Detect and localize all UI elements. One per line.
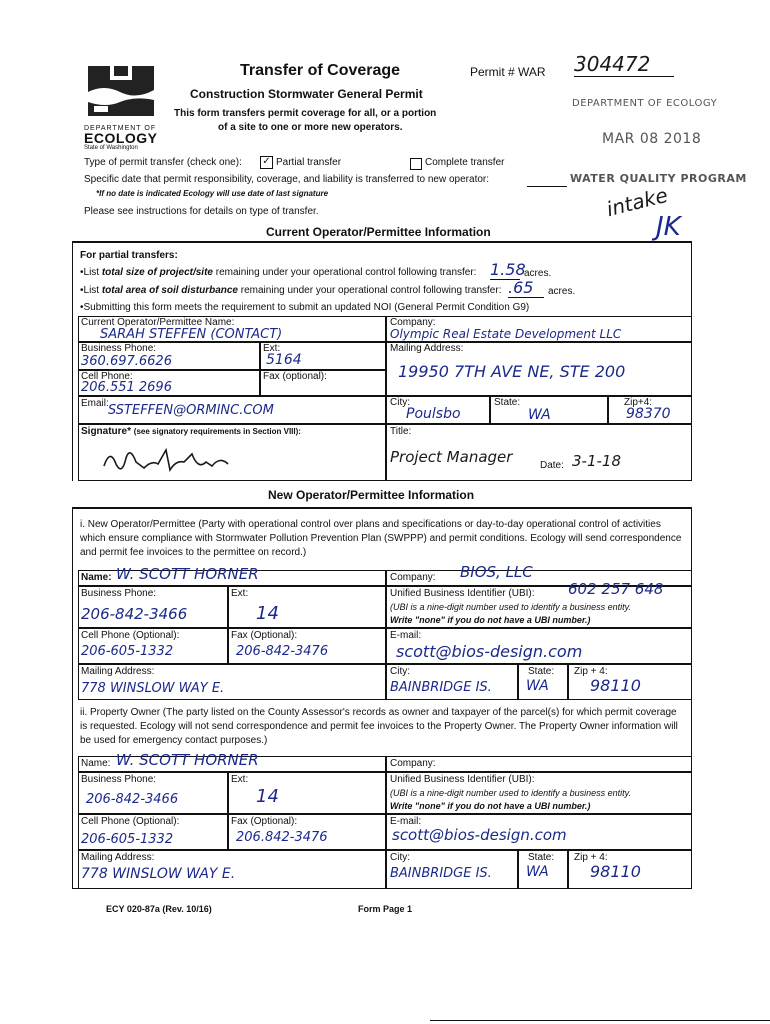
cur-ext-label: Ext: <box>263 343 281 354</box>
new-ubi-label: Unified Business Identifier (UBI): <box>390 588 535 599</box>
bullet-noi: •Submitting this form meets the requirement to submit an updated NOI (General Permit Condition G9) <box>80 302 530 313</box>
cur-zip-label: Zip+4: <box>624 397 653 408</box>
own-ext-cell[interactable] <box>228 772 386 814</box>
new-bphone-label: Business Phone: <box>81 588 157 599</box>
new-section-heading: New Operator/Permittee Information <box>268 488 475 502</box>
specific-date-label: Specific date that permit responsibility, coverage, and liability is transferred to new operator: <box>84 174 490 185</box>
own-bphone-label: Business Phone: <box>81 774 157 785</box>
soil-area-unit: acres. <box>548 286 576 297</box>
cur-mail-value: 19950 7TH AVE NE, STE 200 <box>398 362 626 381</box>
instructions-text: Please see instructions for details on type of transfer. <box>84 206 319 217</box>
form-page: Form Page 1 <box>358 904 413 914</box>
bullet-site-size: •List total size of project/site remaining under your operational control following transfer: <box>80 267 477 278</box>
stamp-dept: DEPARTMENT OF ECOLOGY <box>572 98 718 109</box>
partial-transfer-label: Partial transfer <box>276 157 342 168</box>
new-ext-label: Ext: <box>231 588 249 599</box>
cur-city-value: Poulsbo <box>406 406 461 422</box>
own-state-value: WA <box>526 864 549 880</box>
cur-cell-value: 206.551 2696 <box>81 380 172 395</box>
complete-transfer-checkbox[interactable] <box>410 158 422 170</box>
cur-state-label: State: <box>494 397 521 408</box>
stamp-date: MAR 08 2018 <box>602 131 702 147</box>
new-zip-label: Zip + 4: <box>574 666 608 677</box>
cur-date-value: 3-1-18 <box>572 452 621 470</box>
new-cell-value: 206-605-1332 <box>81 644 174 659</box>
new-company-value: BIOS, LLC <box>460 563 533 581</box>
specific-date-line[interactable] <box>527 186 567 187</box>
logo-name-text: ECOLOGY <box>84 130 158 146</box>
stamp-program: WATER QUALITY PROGRAM <box>570 172 747 185</box>
own-ubi-label: Unified Business Identifier (UBI): <box>390 774 535 785</box>
cur-signature-label: Signature* (see signatory requirements in Section VIII): <box>81 426 301 437</box>
own-bphone-value: 206-842-3466 <box>86 792 179 807</box>
cur-name-value: SARAH STEFFEN (CONTACT) <box>100 327 283 342</box>
form-title: Transfer of Coverage <box>240 62 401 79</box>
cur-name-label: Current Operator/Permittee Name: <box>81 317 235 328</box>
new-op-intro: i. New Operator/Permittee (Party with operational control over plans and specifications or day-to-day operational control of activities which ensure compliance with Stormwater Pollution Prevention Plan (SWPPP) and permit conditions. Ecology will send correspondence and permit fee invoices to the permittee on record.) <box>80 519 682 558</box>
new-ext-value: 14 <box>256 603 279 624</box>
own-city-value: BAINBRIDGE IS. <box>390 866 492 881</box>
cur-cell-label: Cell Phone: <box>81 371 133 382</box>
own-city-label: City: <box>390 852 410 863</box>
signature-scribble-icon <box>100 440 250 478</box>
ecology-logo <box>84 60 158 151</box>
logo-dept-text: DEPARTMENT OF <box>84 125 157 132</box>
site-size-value: 1.58 <box>490 260 526 279</box>
new-city-value: BAINBRIDGE IS. <box>390 680 492 695</box>
cur-date-label: Date: <box>540 460 564 471</box>
complete-transfer-label: Complete transfer <box>425 157 505 168</box>
new-city-label: City: <box>390 666 410 677</box>
soil-area-value: .65 <box>508 278 544 298</box>
logo-mark-icon <box>84 60 158 120</box>
new-state-label: State: <box>528 666 555 677</box>
cur-bphone-label: Business Phone: <box>81 343 157 354</box>
new-ubi-value: 602 257 648 <box>568 580 664 598</box>
cur-bphone-value: 360.697.6626 <box>81 354 172 369</box>
new-name-label: Name: <box>81 572 112 583</box>
own-name-value: W. SCOTT HORNER <box>116 751 259 769</box>
new-email-value: scott@bios-design.com <box>396 642 583 661</box>
new-mail-label: Mailing Address: <box>81 666 155 677</box>
own-mail-label: Mailing Address: <box>81 852 155 863</box>
cur-zip-value: 98370 <box>626 406 671 422</box>
form-subtitle: Construction Stormwater General Permit <box>190 87 423 101</box>
permit-number: 304472 <box>574 52 674 77</box>
own-ext-value: 14 <box>256 786 279 807</box>
new-ext-cell[interactable] <box>228 586 386 628</box>
stamp-initials: JK <box>656 212 681 242</box>
own-fax-value: 206.842-3476 <box>236 830 328 845</box>
bullet-soil-area: •List total area of soil disturbance remaining under your operational control following transfer: <box>80 285 502 296</box>
partial-heading: For partial transfers: <box>80 250 178 261</box>
own-email-value: scott@bios-design.com <box>392 826 567 844</box>
new-ubi-note1: (UBI is a nine-digit number used to identify a business entity. <box>390 602 631 612</box>
form-id: ECY 020-87a (Rev. 10/16) <box>106 904 212 914</box>
own-company-label: Company: <box>390 758 436 769</box>
own-cell-label: Cell Phone (Optional): <box>81 816 180 827</box>
cur-state-value: WA <box>528 407 551 423</box>
cur-company-value: Olympic Real Estate Development LLC <box>390 327 622 341</box>
stamp-intake: intake <box>604 182 671 222</box>
cur-email-label: Email: <box>81 398 109 409</box>
cur-company-label: Company: <box>390 317 436 328</box>
new-ubi-note2: Write "none" if you do not have a UBI number.) <box>390 615 591 625</box>
own-cell-value: 206-605-1332 <box>81 832 174 847</box>
partial-transfer-checkbox[interactable]: ✓ <box>260 156 273 169</box>
own-ext-label: Ext: <box>231 774 249 785</box>
logo-state-text: State of Washington <box>84 145 138 151</box>
own-mail-value: 778 WINSLOW WAY E. <box>81 866 236 882</box>
new-state-value: WA <box>526 678 549 694</box>
permit-label: Permit # WAR <box>470 65 546 79</box>
new-email-label: E-mail: <box>390 630 422 641</box>
cur-ext-value: 5164 <box>266 352 302 368</box>
own-zip-value: 98110 <box>590 862 641 881</box>
own-state-label: State: <box>528 852 555 863</box>
new-company-label: Company: <box>390 572 436 583</box>
cur-title-label: Title: <box>390 426 412 437</box>
cur-mail-label: Mailing Address: <box>390 343 464 354</box>
own-zip-label: Zip + 4: <box>574 852 608 863</box>
new-bphone-value: 206-842-3466 <box>81 605 188 623</box>
new-zip-value: 98110 <box>590 676 641 695</box>
new-fax-label: Fax (Optional): <box>231 630 298 641</box>
form-desc-line1: This form transfers permit coverage for all, or a portion <box>174 108 437 119</box>
site-size-unit: acres. <box>524 268 552 279</box>
new-cell-label: Cell Phone (Optional): <box>81 630 180 641</box>
own-name-label: Name: <box>81 758 111 769</box>
own-email-label: E-mail: <box>390 816 422 827</box>
cur-title-value: Project Manager <box>390 448 513 466</box>
own-ubi-note1: (UBI is a nine-digit number used to identify a business entity. <box>390 788 631 798</box>
cur-fax-label: Fax (optional): <box>263 371 327 382</box>
form-desc-line2: of a site to one or more new operators. <box>218 122 403 133</box>
specific-date-note: *If no date is indicated Ecology will use date of last signature <box>96 189 329 198</box>
bottom-rule <box>430 1020 770 1021</box>
new-mail-value: 778 WINSLOW WAY E. <box>81 681 225 696</box>
cur-city-label: City: <box>390 397 410 408</box>
owner-intro: ii. Property Owner (The party listed on the County Assessor's records as owner and taxpayer of the parcel(s) for which permit coverage is requested. Ecology will not send correspondence and permit fee invoices to the Property Owner. The Property Owner information will be used for emergency contact purposes.) <box>80 707 678 746</box>
own-ubi-note2: Write "none" if you do not have a UBI number.) <box>390 801 591 811</box>
transfer-type-label: Type of permit transfer (check one): <box>84 157 242 168</box>
cur-email-value: SSTEFFEN@ORMINC.COM <box>108 403 274 418</box>
new-name-value: W. SCOTT HORNER <box>116 565 259 583</box>
new-fax-value: 206-842-3476 <box>236 644 329 659</box>
current-section-heading: Current Operator/Permittee Information <box>266 225 491 239</box>
own-fax-label: Fax (Optional): <box>231 816 298 827</box>
